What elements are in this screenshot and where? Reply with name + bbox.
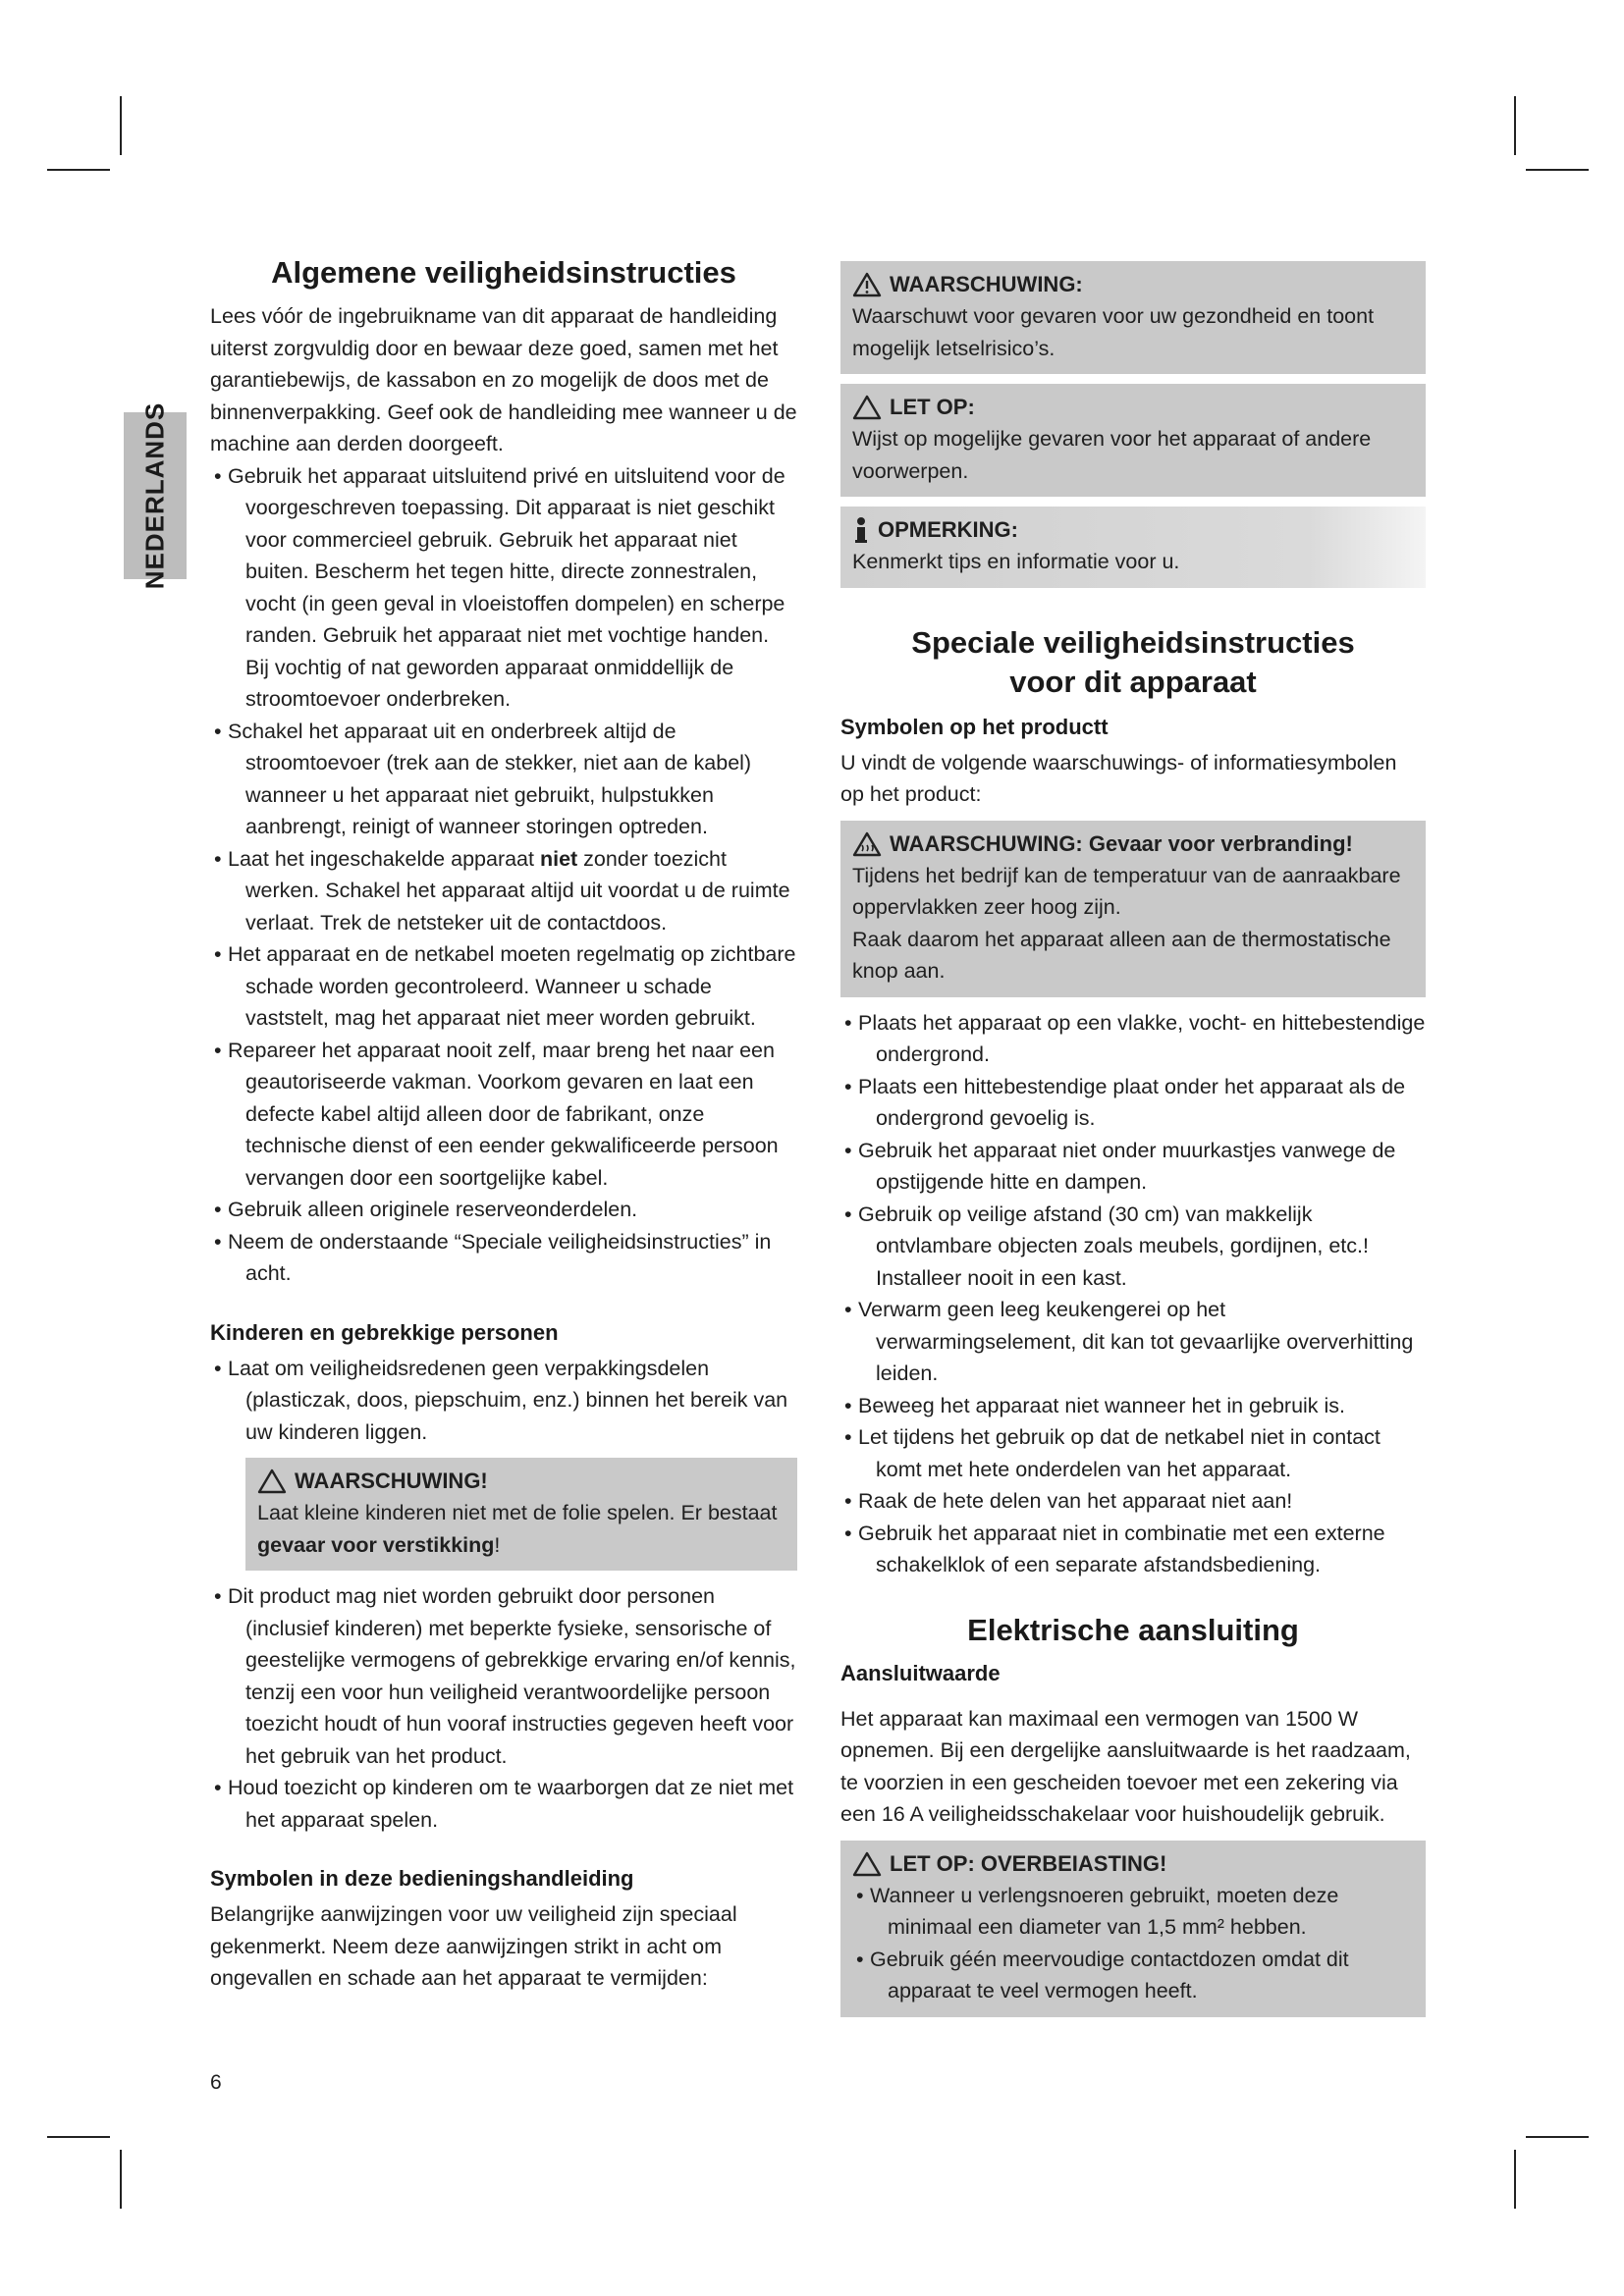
connection-paragraph: Het apparaat kan maximaal een vermogen van 1500 W opnemen. Bij een dergelijke aansluitwaarde is het raadzaam, te voorzien in een gescheiden toevoer met een zekering via een 16 A veiligheidsschakelaar voor huishoudelijk gebruik. [840,1706,1411,1826]
box-title [852,269,1414,300]
box-title [852,828,1414,860]
list-item: • Laat om veiligheidsredenen geen verpakkingsdelen (plasticzak, doos, piepschuim, enz.) binnen het bereik van uw kinderen liggen. [210,1353,797,1449]
list-item: • Gebruik géén meervoudige contactdozen omdat dit apparaat te veel vermogen heeft. [852,1944,1414,2007]
box-title-text: WAARSCHUWING: Gevaar voor verbranding! [890,830,1353,856]
crop-mark [120,2150,122,2209]
box-text: Waarschuwt voor gevaren voor uw gezondheid en toont mogelijk letselrisico’s. [852,304,1375,360]
list-item: • Gebruik het apparaat niet in combinatie met een externe schakelklok of een separate afstandsbediening. [840,1518,1426,1581]
list-item: • Gebruik het apparaat niet onder muurkastjes vanwege de opstijgende hitte en dampen. [840,1135,1426,1199]
bold-text: niet [539,846,578,871]
list-item: • Neem de onderstaande “Speciale veiligheidsinstructies” in acht. [210,1226,797,1290]
box-title-text: LET OP: OVERBEIASTING! [890,1850,1167,1876]
text-run: Laat kleine kinderen niet met de folie spelen. Er bestaat [257,1501,778,1524]
hot-surface-warning-icon [852,831,882,857]
suffocation-warning-box [245,1458,797,1571]
box-text: Kenmerkt tips en informatie voor u. [852,550,1180,573]
list-item: • Plaats een hittebestendige plaat onder het apparaat als de ondergrond gevoelig is. [840,1071,1426,1135]
title-line: voor dit apparaat [1009,664,1257,699]
list-item: • Houd toezicht op kinderen om te waarborgen dat ze niet met het apparaat spelen. [210,1772,797,1836]
list-item: • Beweeg het apparaat niet wanneer het in gebruik is. [840,1390,1426,1422]
overload-caution-box [840,1841,1426,2017]
list-item [210,843,797,939]
list-item: • Gebruik het apparaat uitsluitend privé en uitsluitend voor de voorgeschreven toepassing. Dit apparaat is niet geschikt voor commercieel gebruik. Gebruik het apparaat niet buiten. Bescherm het tegen hitte, directe zonnestralen, vocht (in geen geval in vloeistoffen dompelen) en scherpe randen. Gebruik het apparaat niet met vochtige handen. Bij vochtig of nat geworden apparaat onmiddellijk de stroomtoevoer onderbreken. [210,460,797,716]
crop-mark [1526,169,1589,171]
left-column [210,253,797,1995]
text-run: zonder toezicht werken. Schakel het apparaat altijd uit voordat u de ruimte verlaat. Trek de netsteker uit de contactdoos. [245,846,790,934]
general-bullet-list [210,460,797,1290]
caution-triangle-icon [852,395,882,420]
caution-legend-box [840,384,1426,497]
language-tab [124,401,187,590]
crop-mark [120,96,122,155]
electric-connection-title: Elektrische aansluiting [967,1612,1299,1647]
connection-heading: Aansluitwaarde [840,1660,1001,1685]
box-text: Tijdens het bedrijf kan de temperatuur van de aanraakbare oppervlakken zeer hoog zijn. [852,863,1401,919]
note-legend-box [840,507,1426,588]
general-safety-title: Algemene veiligheidsinstructies [271,255,736,290]
children-bullet-list-2 [210,1580,797,1836]
burn-warning-box [840,821,1426,997]
crop-mark [47,2136,110,2138]
box-title-text: WAARSCHUWING: [890,272,1083,296]
box-text: Raak daarom het apparaat alleen aan de thermostatische knop aan. [852,927,1391,983]
caution-triangle-icon [852,1851,882,1877]
info-icon [852,516,870,544]
warning-triangle-icon [852,272,882,297]
warning-legend-box [840,261,1426,374]
right-column [840,261,1426,2027]
list-item: • Raak de hete delen van het apparaat niet aan! [840,1485,1426,1518]
title-line: Speciale veiligheidsinstructies [911,624,1355,660]
children-bullet-list [210,1353,797,1449]
box-title [852,514,1414,546]
box-title [257,1466,785,1497]
warning-triangle-icon [257,1468,287,1494]
product-symbols-heading: Symbolen op het productt [840,714,1109,739]
crop-mark [1514,2150,1516,2209]
text-run: Laat het ingeschakelde apparaat [228,846,540,871]
crop-mark [47,169,110,171]
intro-paragraph: Lees vóór de ingebruikname van dit apparaat de handleiding uiterst zorgvuldig door en bewaar deze goed, samen met het garantiebewijs, de kassabon en zo mogelijk de doos met de binnenverpakking. Geef ook de handleiding mee wanneer u de machine aan derden doorgeeft. [210,304,797,455]
list-item: • Het apparaat en de netkabel moeten regelmatig op zichtbare schade worden gecontroleerd. Wanneer u schade vaststelt, mag het apparaat niet meer worden gebruikt. [210,938,797,1035]
symbols-paragraph: Belangrijke aanwijzingen voor uw veiligheid zijn speciaal gekenmerkt. Neem deze aanwijzingen strikt in acht om ongevallen en schade aan het apparaat te vermijden: [210,1902,737,1990]
crop-mark [1514,96,1516,155]
list-item: • Repareer het apparaat nooit zelf, maar breng het naar een geautoriseerde vakman. Voorkom gevaren en laat een defecte kabel altijd alleen door de fabrikant, onze technische dienst of een eender gekwalificeerde persoon vervangen door een soortgelijke kabel. [210,1035,797,1195]
box-title-text: OPMERKING: [878,517,1018,542]
product-symbols-paragraph: U vindt de volgende waarschuwings- of informatiesymbolen op het product: [840,750,1397,806]
text-run: ! [494,1532,501,1557]
list-item: • Verwarm geen leeg keukengerei op het verwarmingselement, dit kan tot gevaarlijke oververhitting leiden. [840,1294,1426,1390]
box-text [257,1497,785,1561]
box-title-text: LET OP: [890,395,975,419]
overload-bullet-list [852,1880,1414,2007]
list-item: • Dit product mag niet worden gebruikt door personen (inclusief kinderen) met beperkte fysieke, sensorische of geestelijke vermogens of gebrekkige ervaring en/of kennis, tenzij een voor hun veiligheid verantwoordelijke persoon toezicht houdt of hun vooraf instructies gegeven heeft voor het gebruik van het product. [210,1580,797,1772]
bold-text: gevaar voor verstikking [257,1532,495,1557]
list-item: • Gebruik alleen originele reserveonderdelen. [210,1194,797,1226]
box-text: Wijst op mogelijke gevaren voor het apparaat of andere voorwerpen. [852,427,1372,483]
box-title-text: WAARSCHUWING! [295,1468,488,1493]
special-bullet-list [840,1007,1426,1581]
box-title [852,392,1414,423]
children-heading: Kinderen en gebrekkige personen [210,1319,559,1345]
list-item: • Plaats het apparaat op een vlakke, vocht- en hittebestendige ondergrond. [840,1007,1426,1071]
crop-mark [1526,2136,1589,2138]
special-safety-title [840,623,1426,702]
language-tab-label: NEDERLANDS [139,401,170,590]
page-number: 6 [210,2071,222,2094]
list-item: • Schakel het apparaat uit en onderbreek altijd de stroomtoevoer (trek aan de stekker, niet aan de kabel) wanneer u het apparaat niet gebruikt, hulpstukken aanbrengt, reinigt of wanneer storingen optreden. [210,716,797,843]
box-title [852,1848,1414,1880]
list-item: • Gebruik op veilige afstand (30 cm) van makkelijk ontvlambare objecten zoals meubels, gordijnen, etc.! Installeer nooit in een kast. [840,1199,1426,1295]
symbols-heading: Symbolen in deze bedieningshandleiding [210,1866,634,1891]
list-item: • Let tijdens het gebruik op dat de netkabel niet in contact komt met hete onderdelen van het apparaat. [840,1421,1426,1485]
list-item: • Wanneer u verlengsnoeren gebruikt, moeten deze minimaal een diameter van 1,5 mm² hebben. [852,1880,1414,1944]
